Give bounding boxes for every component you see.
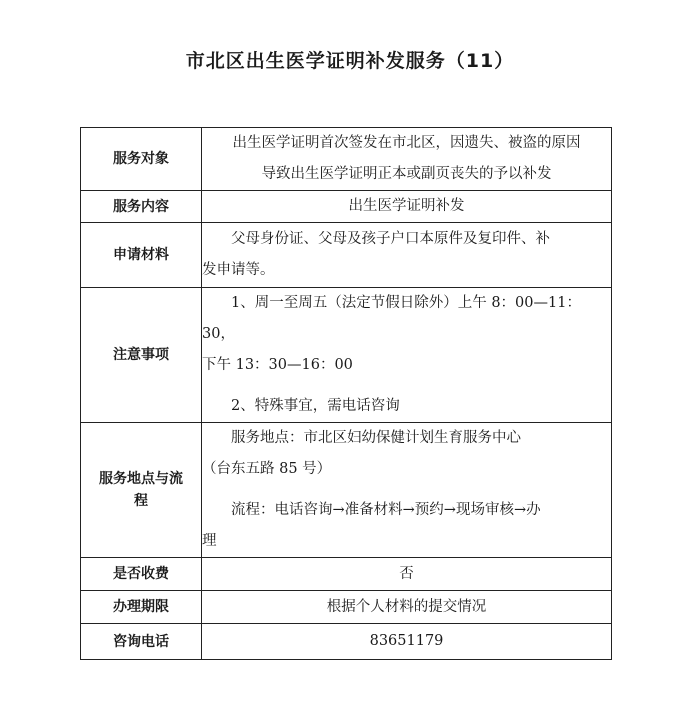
service-object-line-1: 出生医学证明首次签发在市北区，因遗失、被盗的原因 xyxy=(232,135,581,151)
table-row-fee xyxy=(81,558,612,591)
table-row-notes xyxy=(81,288,612,423)
row-value-location-process xyxy=(202,423,612,558)
row-value-service-content: 出生医学证明补发 xyxy=(202,191,612,223)
row-value-period: 根据个人材料的提交情况 xyxy=(202,591,612,624)
table-row-location-process xyxy=(81,423,612,558)
notes-line-2: 下午 13：30—16：00 xyxy=(202,357,353,373)
materials-line-1: 父母身份证、父母及孩子户口本原件及复印件、补 xyxy=(231,231,550,247)
table-row-service-content xyxy=(81,191,612,223)
process-line-1: 流程：电话咨询→准备材料→预约→现场审核→办 xyxy=(231,502,541,518)
process-line-2: 理 xyxy=(202,533,217,549)
row-value-materials xyxy=(202,223,612,288)
table-row-materials xyxy=(81,223,612,288)
row-value-fee: 否 xyxy=(202,558,612,591)
location-line-1: 服务地点：市北区妇幼保健计划生育服务中心 xyxy=(231,430,521,446)
row-value-notes xyxy=(202,288,612,423)
notes-line-3: 2、特殊事宜，需电话咨询 xyxy=(231,398,400,414)
row-label-notes: 注意事项 xyxy=(81,288,202,423)
location-process-label-line-1: 服务地点与流 xyxy=(99,471,183,487)
row-label-location-process xyxy=(81,423,202,558)
row-label-service-content: 服务内容 xyxy=(81,191,202,223)
table-row-service-object xyxy=(81,128,612,191)
table-row-phone xyxy=(81,624,612,660)
service-info-table xyxy=(80,127,612,660)
table-row-period xyxy=(81,591,612,624)
notes-line-1: 1、周一至周五（法定节假日除外）上午 8：00—11：30， xyxy=(202,295,581,342)
location-process-label-line-2: 程 xyxy=(134,493,148,509)
row-label-fee: 是否收费 xyxy=(81,558,202,591)
materials-line-2: 发申请等。 xyxy=(202,262,275,278)
row-value-phone: 83651179 xyxy=(202,624,612,660)
row-label-period: 办理期限 xyxy=(81,591,202,624)
row-label-phone: 咨询电话 xyxy=(81,624,202,660)
service-object-line-2: 导致出生医学证明正本或副页丧失的予以补发 xyxy=(261,166,552,182)
row-label-service-object: 服务对象 xyxy=(81,128,202,191)
row-label-materials: 申请材料 xyxy=(81,223,202,288)
page-title: 市北区出生医学证明补发服务（11） xyxy=(185,50,515,72)
location-line-2: （台东五路 85 号） xyxy=(202,461,332,477)
row-value-service-object xyxy=(202,128,612,191)
